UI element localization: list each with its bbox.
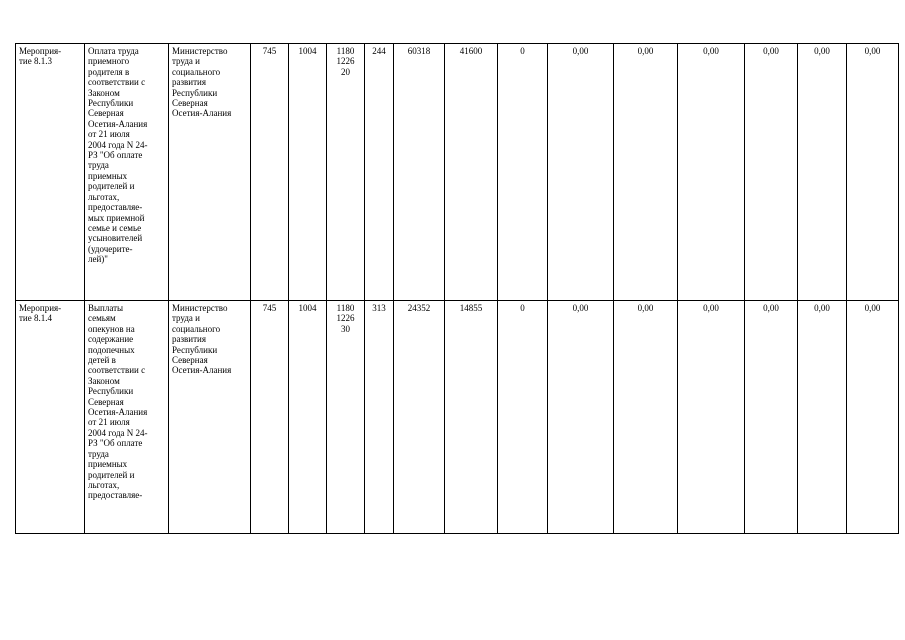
grbs-cell: 745 [251,301,289,534]
value-cell: 0,00 [847,44,899,301]
value-cell: 0,00 [847,301,899,534]
measure-code-cell: Мероприя- тие 8.1.3 [16,44,85,301]
value-cell: 0,00 [798,44,847,301]
table-row [16,301,899,534]
csr-cell: 1180 1226 30 [327,301,365,534]
value-cell: 24352 [394,301,445,534]
value-cell: 0,00 [745,44,798,301]
value-cell: 0 [498,301,548,534]
rzpr-cell: 1004 [289,44,327,301]
value-cell: 0,00 [614,44,678,301]
vr-cell: 313 [365,301,394,534]
table-row [16,44,899,301]
csr-cell: 1180 1226 20 [327,44,365,301]
rzpr-cell: 1004 [289,301,327,534]
program-table [15,43,899,534]
executor-cell: Министерство труда и социального развития Республики Северная Осетия-Алания [169,301,251,534]
value-cell: 14855 [445,301,498,534]
value-cell: 0,00 [745,301,798,534]
measure-name-cell: Выплаты семьям опекунов на содержание подопечных детей в соответствии с Законом Республики Северная Осетия-Алания от 21 июля 2004 года N 24- РЗ "Об оплате труда приемных родителей и льготах, предоставляе- [85,301,169,534]
measure-name-cell: Оплата труда приемного родителя в соответствии с Законом Республики Северная Осетия-Алания от 21 июля 2004 года N 24- РЗ "Об оплате труда приемных родителей и льготах, предоставляе- мых приемной семье и семье усыновителей (удочерите- лей)" [85,44,169,301]
value-cell: 41600 [445,44,498,301]
executor-cell: Министерство труда и социального развития Республики Северная Осетия-Алания [169,44,251,301]
value-cell: 0,00 [678,301,745,534]
vr-cell: 244 [365,44,394,301]
value-cell: 0,00 [548,44,614,301]
value-cell: 0,00 [548,301,614,534]
value-cell: 0,00 [798,301,847,534]
value-cell: 0 [498,44,548,301]
grbs-cell: 745 [251,44,289,301]
measure-code-cell: Мероприя- тие 8.1.4 [16,301,85,534]
value-cell: 0,00 [614,301,678,534]
value-cell: 0,00 [678,44,745,301]
value-cell: 60318 [394,44,445,301]
